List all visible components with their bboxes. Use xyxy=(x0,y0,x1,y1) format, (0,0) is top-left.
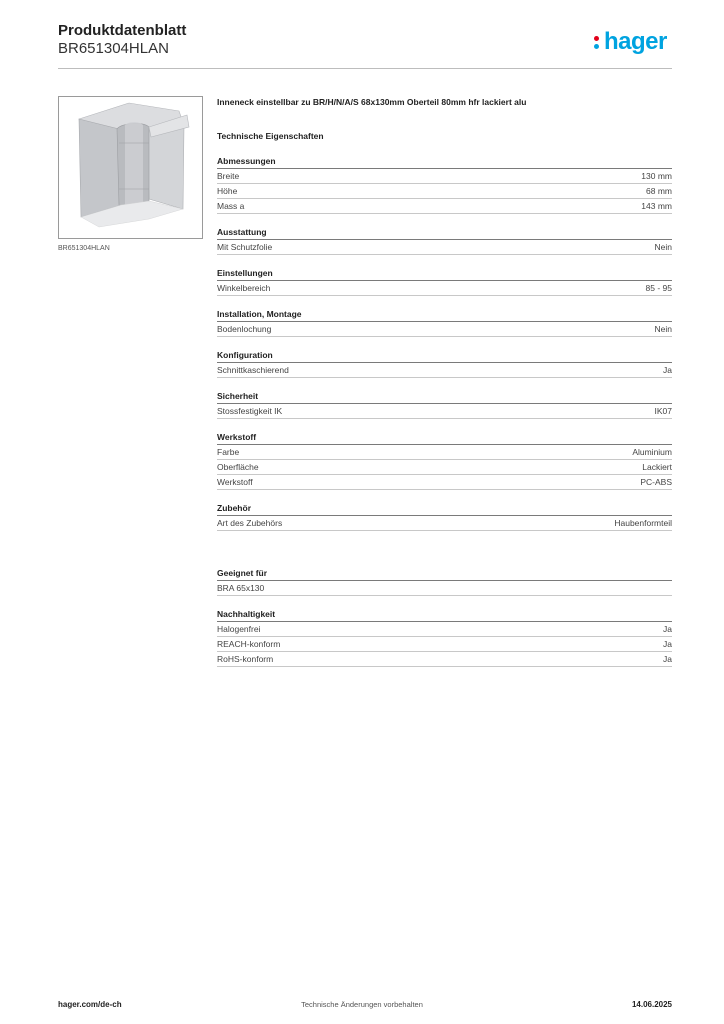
property-label: Stossfestigkeit IK xyxy=(217,406,283,416)
section-zubehoer xyxy=(217,502,672,531)
property-value: Aluminium xyxy=(632,447,672,457)
property-value: Ja xyxy=(663,365,672,375)
section-abmessungen xyxy=(217,155,672,214)
property-label: Breite xyxy=(217,171,240,181)
property-label: Winkelbereich xyxy=(217,283,271,293)
product-image-caption: BR651304HLAN xyxy=(58,245,110,252)
property-row xyxy=(217,363,672,378)
property-value: Ja xyxy=(663,639,672,649)
property-label: Farbe xyxy=(217,447,240,457)
section-title: Werkstoff xyxy=(217,431,672,445)
property-value: 130 mm xyxy=(641,171,672,181)
section-werkstoff xyxy=(217,431,672,490)
property-row xyxy=(217,404,672,419)
property-label: Mit Schutzfolie xyxy=(217,242,273,252)
document-title: Produktdatenblatt xyxy=(58,22,187,39)
property-row xyxy=(217,475,672,490)
section-title: Einstellungen xyxy=(217,267,672,281)
property-label: RoHS-konform xyxy=(217,654,274,664)
section-title: Ausstattung xyxy=(217,226,672,240)
property-row xyxy=(217,281,672,296)
property-label: Art des Zubehörs xyxy=(217,518,283,528)
property-row xyxy=(217,516,672,531)
property-value: IK07 xyxy=(654,406,672,416)
product-description: Inneneck einstellbar zu BR/H/N/A/S 68x130mm Oberteil 80mm hfr lackiert alu xyxy=(217,97,527,107)
section-title: Geeignet für xyxy=(217,567,672,581)
logo-dots-icon xyxy=(594,32,603,52)
footer-notice: Technische Änderungen vorbehalten xyxy=(301,1000,423,1009)
logo-wordmark: hager xyxy=(604,28,667,55)
hager-logo xyxy=(594,28,667,56)
property-row xyxy=(217,184,672,199)
property-label: Höhe xyxy=(217,186,238,196)
section-geeignet-fuer xyxy=(217,567,672,596)
section-title: Konfiguration xyxy=(217,349,672,363)
section-ausstattung xyxy=(217,226,672,255)
property-row xyxy=(217,652,672,667)
property-row xyxy=(217,199,672,214)
product-code: BR651304HLAN xyxy=(58,40,169,57)
property-label: Oberfläche xyxy=(217,462,259,472)
section-title: Zubehör xyxy=(217,502,672,516)
property-value: Haubenformteil xyxy=(614,518,672,528)
property-label: Halogenfrei xyxy=(217,624,261,634)
product-image xyxy=(58,96,203,239)
property-value: 143 mm xyxy=(641,201,672,211)
property-row xyxy=(217,322,672,337)
property-label: Bodenlochung xyxy=(217,324,272,334)
property-label: Werkstoff xyxy=(217,477,253,487)
property-row xyxy=(217,637,672,652)
section-title: Sicherheit xyxy=(217,390,672,404)
section-nachhaltigkeit xyxy=(217,608,672,667)
property-value: Nein xyxy=(654,242,672,252)
section-title: Nachhaltigkeit xyxy=(217,608,672,622)
technical-properties-heading: Technische Eigenschaften xyxy=(217,131,324,141)
inner-corner-duct-icon xyxy=(59,97,202,238)
footer-date: 14.06.2025 xyxy=(631,1000,672,1009)
property-value: 68 mm xyxy=(646,186,672,196)
section-title: Abmessungen xyxy=(217,155,672,169)
property-value: Ja xyxy=(663,624,672,634)
property-label: Schnittkaschierend xyxy=(217,365,289,375)
property-row xyxy=(217,169,672,184)
product-details xyxy=(217,95,672,667)
section-konfiguration xyxy=(217,349,672,378)
property-row xyxy=(217,240,672,255)
section-installation xyxy=(217,308,672,337)
property-row xyxy=(217,581,672,596)
footer-website-link[interactable]: hager.com/de-ch xyxy=(58,1000,122,1009)
property-value: Lackiert xyxy=(642,462,672,472)
section-title: Installation, Montage xyxy=(217,308,672,322)
property-value: 85 - 95 xyxy=(645,283,672,293)
property-value: Ja xyxy=(663,654,672,664)
property-row xyxy=(217,622,672,637)
property-label: REACH-konform xyxy=(217,639,281,649)
header-divider xyxy=(58,68,672,69)
property-label: Mass a xyxy=(217,201,245,211)
section-einstellungen xyxy=(217,267,672,296)
property-label: BRA 65x130 xyxy=(217,583,265,593)
property-row xyxy=(217,460,672,475)
property-row xyxy=(217,445,672,460)
property-value: PC-ABS xyxy=(640,477,672,487)
section-sicherheit xyxy=(217,390,672,419)
property-value: Nein xyxy=(654,324,672,334)
